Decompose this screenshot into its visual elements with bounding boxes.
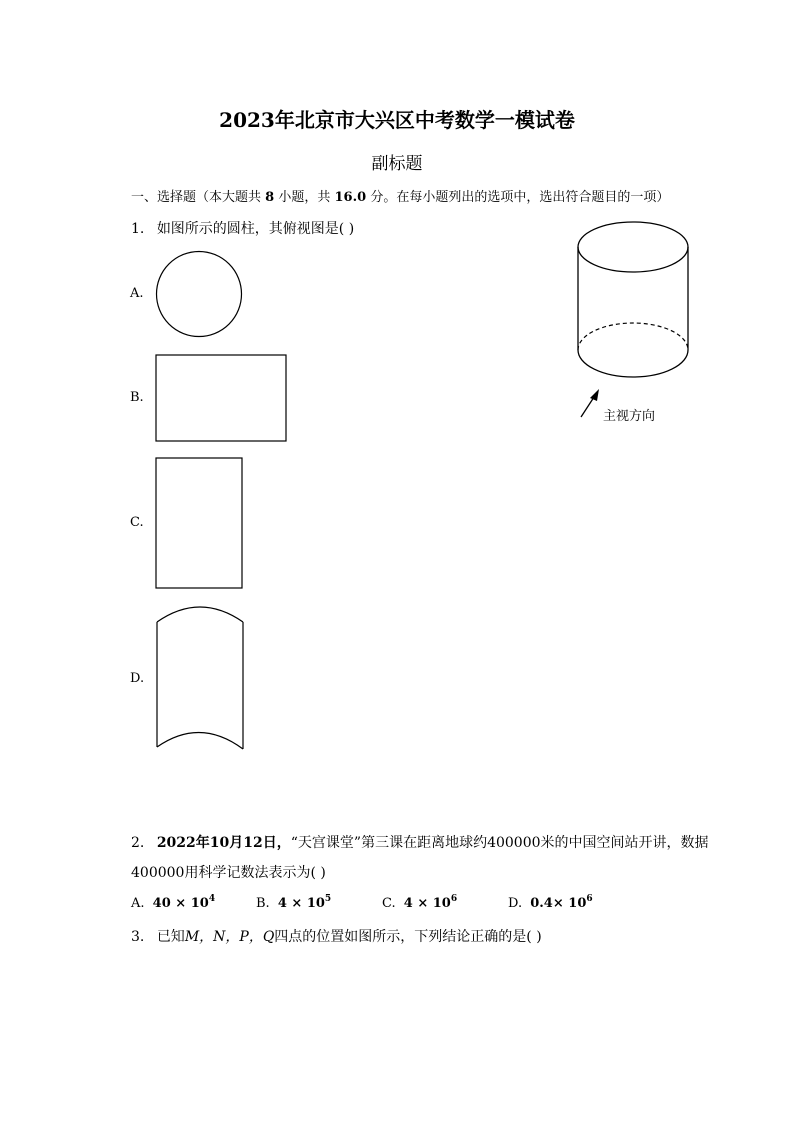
q1-option-b-label[interactable]: B. [130,390,144,405]
cylinder-bottom-back-dashed [578,323,688,350]
q2-option-b[interactable] [256,894,331,911]
q1-option-d-curved-shape[interactable] [155,604,247,752]
arrow-head-icon [590,389,599,401]
q2-option-b-exp: 5 [324,894,332,904]
q2-option-a-base: 40 × 10 [152,896,209,911]
q2-option-c-exp: 6 [450,894,458,904]
view-direction-caption: 主视方向 [603,409,656,424]
page-subtitle: 副标题 [371,154,423,174]
question-3-text-post: 四点的位置如图所示，下列结论正确的是( ) [274,929,542,945]
q2-option-a[interactable] [131,894,215,911]
section-label: 一、选择题（本大题共 [131,190,262,205]
section-score: 16.0 [334,190,367,205]
section-tail: 分。在每小题列出的选项中，选出符合题目的一项） [370,190,670,205]
q2-option-a-exp: 4 [208,894,216,904]
section-mid: 小题，共 [278,190,331,205]
cylinder-top-ellipse [578,222,688,272]
section-count: 8 [265,190,275,205]
q2-option-c-base: 4 × 10 [403,896,451,911]
question-3-vars: M，N，P，Q [184,929,275,945]
q1-option-d-label[interactable]: D. [130,671,145,686]
page-title: 2023年北京市大兴区中考数学一模试卷 [219,108,575,132]
question-2-quote: “天宫课堂” [290,835,362,851]
question-2-text-post: 第三课在距离地球约400000米的中国空间站开讲，数据 [361,835,709,851]
question-2-text-pre: 2022年10月12日， [156,835,291,851]
question-3-text-pre: 已知 [156,929,185,945]
q2-option-c-label: C. [382,896,396,911]
q1-option-a-circle[interactable] [155,251,243,337]
q1-option-c-label[interactable]: C. [130,515,144,530]
section-heading [131,186,669,205]
q2-option-b-base: 4 × 10 [277,896,325,911]
q2-option-b-label: B. [256,896,270,911]
cylinder-figure [570,218,700,428]
q1-option-c-rectangle[interactable] [155,457,244,589]
cylinder-bottom-front [578,350,688,377]
q2-option-a-label: A. [131,896,145,911]
q1-option-a-label[interactable]: A. [130,286,144,301]
question-2-line-2: 400000用科学记数法表示为( ) [131,865,326,881]
question-3-number: 3. [131,929,145,945]
q2-option-d-exp: 6 [586,894,593,904]
question-2-line-1 [131,832,709,852]
q1-option-b-rectangle[interactable] [155,354,288,442]
question-1 [131,218,354,238]
question-3 [131,926,542,946]
q2-option-d-label: D. [508,896,523,911]
q2-option-c[interactable] [382,894,457,911]
q2-option-d[interactable] [508,894,593,911]
question-2-number: 2. [131,835,145,851]
question-1-number: 1. [131,221,145,237]
q2-option-d-base: 0.4× 10 [530,896,587,911]
question-1-text: 如图所示的圆柱，其俯视图是( ) [156,221,355,237]
